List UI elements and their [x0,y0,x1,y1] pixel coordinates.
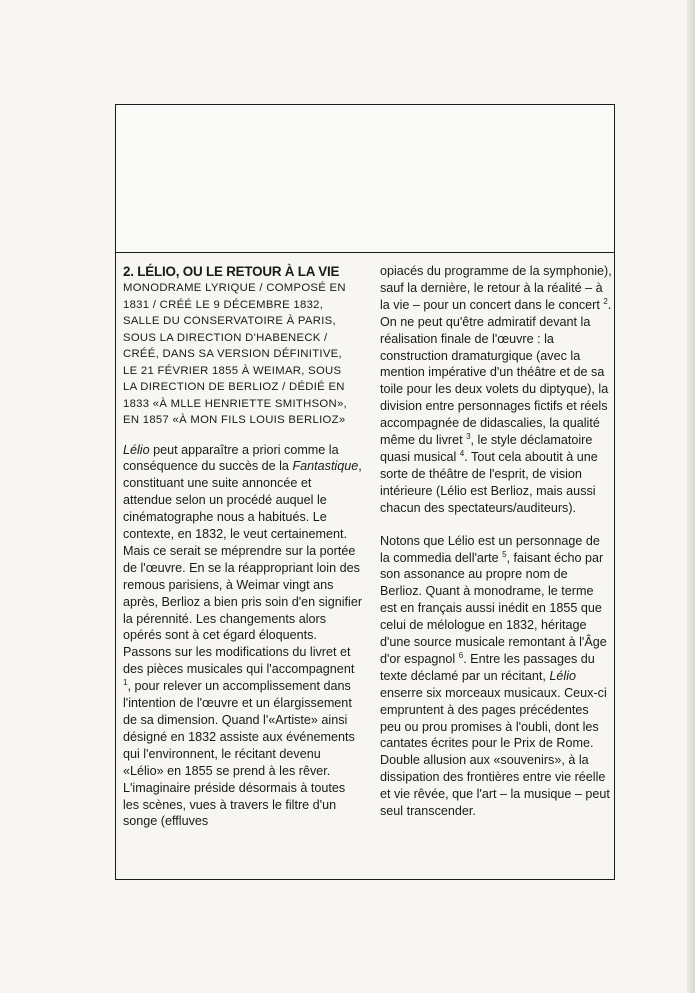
text-span: . Entre les passages du texte déclamé par un récitant, [380,651,595,683]
subtitle-line: LA DIRECTION DE BERLIOZ / DÉDIÉ EN [123,381,345,393]
subtitle-line: EN 1857 «À MON FILS LOUIS BERLIOZ» [123,414,346,426]
page-edge [687,0,695,993]
subtitle-line: LE 21 FÉVRIER 1855 À WEIMAR, SOUS [123,364,342,377]
article-frame [115,104,615,880]
footnote-ref: 5 [502,549,507,559]
text-span: , constituant une suite annoncée et attendue selon un procédé auquel le cinématographe nous a habitués. Le contexte, en 1832, le veut certainement. Mais ce serait se méprendre sur la portée de l'œuvre. En se la réappropriant loin des remous parisiens, à Weimar vingt ans après, Berlioz a bien pris soin d'en signifier la pérennité. Les changements alors opérés sont à cet égard éloquents. Passons sur les modifications du livret et des pièces musicales qui l'accompagnent [123,459,363,677]
text-span: . On ne peut qu'être admiratif devant la réalisation finale de l'œuvre : la construction dramaturgique (avec la mention impérative d'un théâtre et de sa toile pour les deux volets du diptyque), la division entre personnages fictifs et réels accompagnée de didascalies, la qualité même du livret [380,297,612,448]
footnote-ref: 4 [459,448,465,458]
text-span: peut apparaître a priori comme la conséquence du succès de la [123,442,339,474]
work-title: Fantastique [292,459,359,474]
subtitle-line: 1833 «À MLLE HENRIETTE SMITHSON», [123,397,347,410]
body-paragraph-1b [380,263,612,517]
work-title: Lélio [123,442,150,457]
footnote-ref: 3 [466,431,471,441]
subtitle-line: CRÉÉ, DANS SA VERSION DÉFINITIVE, [123,348,342,360]
body-paragraph-2 [380,533,612,820]
left-column [123,263,363,830]
subtitle-line: SALLE DU CONSERVATOIRE À PARIS, [123,315,336,327]
text-span: , pour relever un accomplissement dans l'intention de l'œuvre et un élargissement de sa dimension. Quand l'«Artiste» ainsi désigné en 1832 assiste aux événements qui l'environnent, le récitant devenu «Lélio» en 1855 se prend à les rêver. L'imaginaire préside désormais à toutes les scènes, vues à travers le filtre d'un songe (effluves [123,679,355,829]
subtitle-line: 1831 / CRÉÉ LE 9 DÉCEMBRE 1832, [123,298,324,311]
text-span: , le style déclamatoire quasi musical [380,433,593,464]
footnote-ref: 1 [123,678,128,687]
text-span: , faisant écho par son assonance au propre nom de Berlioz. Quant à monodrame, le terme est en français aussi inédit en 1855 que celui de mélologue en 1832, héritage d'une source musicale remontant à l'Âge d'or espagnol [380,550,607,666]
text-span: Notons que Lélio est un personnage de la commedia dell'arte [380,533,600,565]
subtitle-line: MONODRAME LYRIQUE / COMPOSÉ EN [123,282,346,294]
text-span: . Tout cela aboutit à une sorte de théâtre de l'esprit, de vision intérieure (Lélio est Berlioz, mais aussi chacun des spectateurs/auditeurs). [380,449,598,515]
right-column [380,263,612,820]
work-title: Lélio [549,668,577,683]
footnote-ref: 2 [603,296,608,306]
article-title: 2. LÉLIO, OU LE RETOUR À LA VIE [123,264,340,279]
image-placeholder [116,105,614,253]
body-paragraph-1a [123,442,363,831]
text-span: opiacés du programme de la symphonie), sauf la dernière, le retour à la réalité – à la vie – pour un concert dans le concert [380,264,612,312]
footnote-ref: 6 [458,650,464,660]
article-subtitle [123,280,363,429]
subtitle-line: SOUS LA DIRECTION D'HABENECK / [123,331,328,344]
text-span: enserre six morceaux musicaux. Ceux-ci empruntent à des pages précédentes peu ou prou promises à l'oubli, dont les cantates écrites pour le Prix de Rome. Double allusion aux «souvenirs», à la dissipation des frontières entre vie réelle et vie rêvée, que l'art – la musique – peut seul transcender. [380,685,610,819]
